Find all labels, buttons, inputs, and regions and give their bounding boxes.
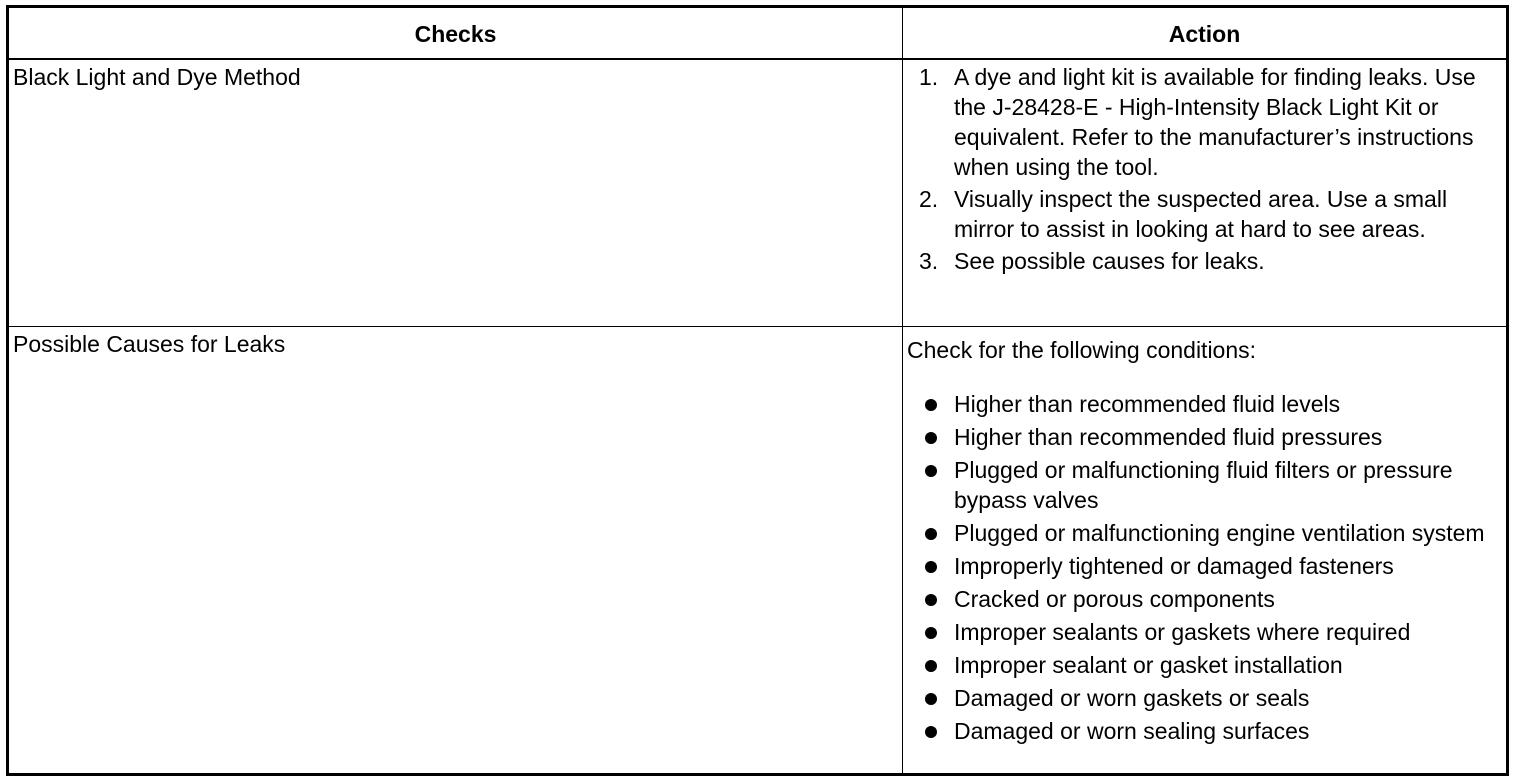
bullet-icon xyxy=(925,693,937,705)
action-steps-list xyxy=(907,62,1502,276)
condition-text: Improper sealants or gaskets where required xyxy=(954,619,1411,645)
bullet-icon xyxy=(925,432,937,444)
table-row xyxy=(8,59,1508,327)
header-checks: Checks xyxy=(8,7,903,60)
list-item xyxy=(907,389,1502,419)
condition-text: Damaged or worn gaskets or seals xyxy=(954,685,1310,711)
bullet-icon xyxy=(925,627,937,639)
action-step xyxy=(907,62,1502,182)
list-item xyxy=(907,683,1502,713)
condition-text: Damaged or worn sealing surfaces xyxy=(954,718,1310,744)
table-row xyxy=(8,327,1508,775)
action-step xyxy=(907,246,1502,276)
condition-text: Improper sealant or gasket installation xyxy=(954,652,1343,678)
list-item xyxy=(907,716,1502,746)
header-action: Action xyxy=(903,7,1508,60)
step-text: A dye and light kit is available for finding leaks. Use the J-28428-E - High-Intensity Black Light Kit or equivalent. Refer to the manufacturer’s instructions when using the tool. xyxy=(954,64,1476,180)
list-item xyxy=(907,551,1502,581)
conditions-list xyxy=(907,389,1502,746)
bullet-icon xyxy=(925,465,937,477)
list-item xyxy=(907,584,1502,614)
list-item xyxy=(907,617,1502,647)
condition-text: Cracked or porous components xyxy=(954,586,1275,612)
bullet-icon xyxy=(925,561,937,573)
bullet-icon xyxy=(925,726,937,738)
action-cell-black-light xyxy=(903,59,1508,327)
step-text: See possible causes for leaks. xyxy=(954,248,1265,274)
action-cell-possible-causes xyxy=(903,327,1508,775)
condition-text: Plugged or malfunctioning engine ventilation system xyxy=(954,520,1485,546)
conditions-intro: Check for the following conditions: xyxy=(907,337,1257,363)
list-item xyxy=(907,422,1502,452)
list-item xyxy=(907,650,1502,680)
list-item xyxy=(907,455,1502,515)
check-cell-black-light: Black Light and Dye Method xyxy=(8,59,903,327)
list-item xyxy=(907,518,1502,548)
step-text: Visually inspect the suspected area. Use a small mirror to assist in looking at hard to see areas. xyxy=(954,186,1448,242)
bullet-icon xyxy=(925,399,937,411)
bullet-icon xyxy=(925,528,937,540)
step-number: 2. xyxy=(919,186,939,212)
condition-text: Higher than recommended fluid pressures xyxy=(954,424,1383,450)
table-header-row xyxy=(8,7,1508,60)
condition-text: Improperly tightened or damaged fasteners xyxy=(954,553,1394,579)
condition-text: Higher than recommended fluid levels xyxy=(954,391,1341,417)
checks-action-table xyxy=(6,5,1509,776)
condition-text: Plugged or malfunctioning fluid filters or pressure bypass valves xyxy=(954,457,1453,513)
action-step xyxy=(907,184,1502,244)
step-number: 3. xyxy=(919,248,939,274)
step-number: 1. xyxy=(919,64,939,90)
bullet-icon xyxy=(925,594,937,606)
check-cell-possible-causes: Possible Causes for Leaks xyxy=(8,327,903,775)
bullet-icon xyxy=(925,660,937,672)
